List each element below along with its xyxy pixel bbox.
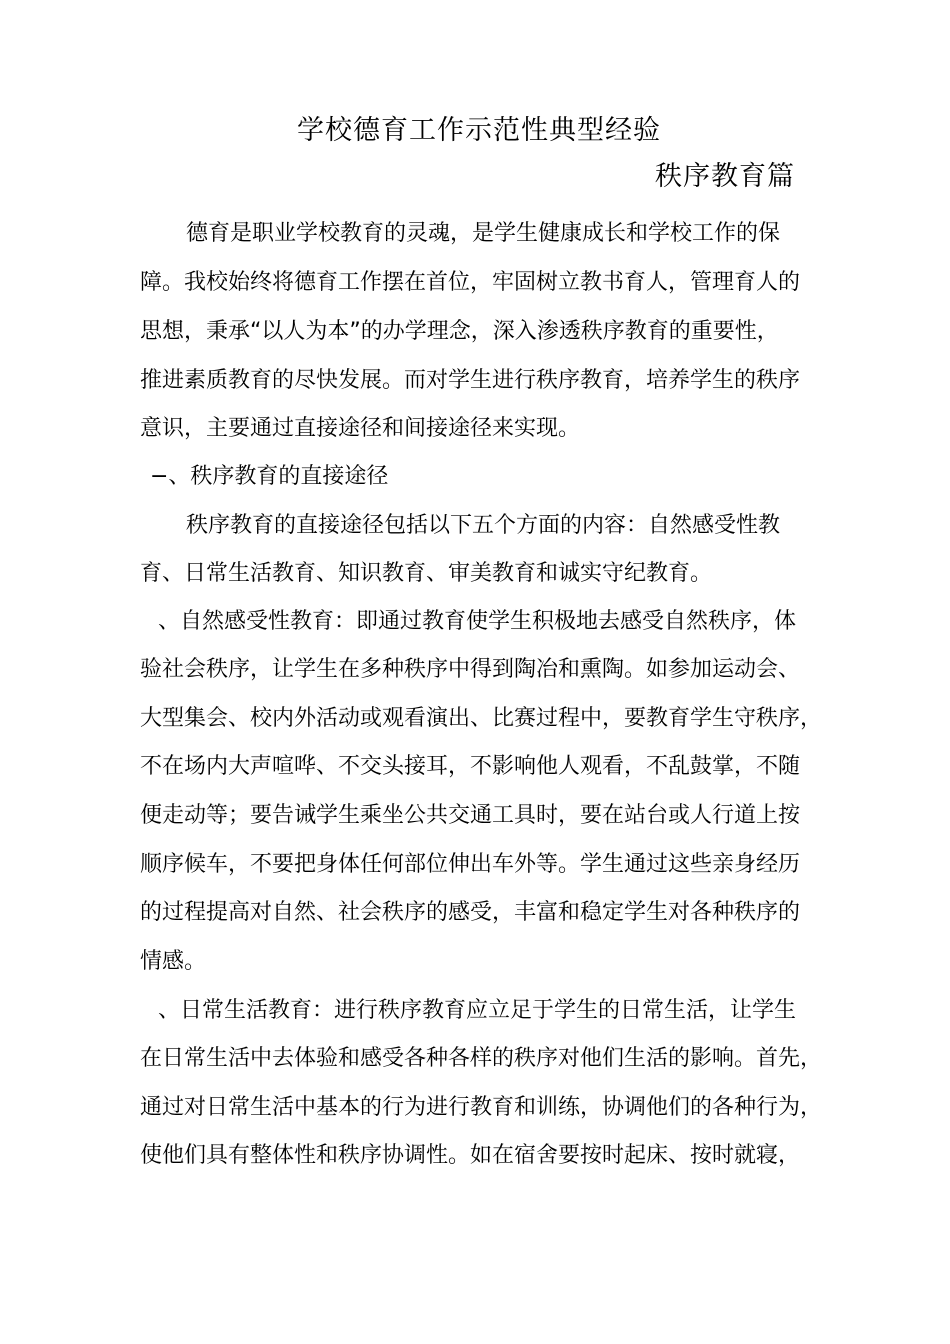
- paragraph-line: 思想，秉承“以人为本”的办学理念，深入渗透秩序教育的重要性，: [140, 319, 779, 344]
- paragraph-line: 推进素质教育的尽快发展。而对学生进行秩序教育，培养学生的秩序: [140, 368, 801, 393]
- paragraph-line: 秩序教育的直接途径包括以下五个方面的内容：自然感受性教: [186, 513, 781, 538]
- section-heading: −、秩序教育的直接途径: [150, 464, 389, 489]
- paragraph-line: 通过对日常生活中基本的行为进行教育和训练，协调他们的各种行为，: [140, 1095, 823, 1120]
- paragraph-line: 意识，主要通过直接途径和间接途径来实现。: [140, 416, 581, 441]
- paragraph-line: 使他们具有整体性和秩序协调性。如在宿舍要按时起床、按时就寝，: [140, 1143, 801, 1168]
- paragraph-line: 的过程提高对自然、社会秩序的感受，丰富和稳定学生对各种秩序的: [140, 900, 801, 925]
- paragraph-line: 情感。: [140, 949, 207, 974]
- paragraph-line: 顺序候车，不要把身体任何部位伸出车外等。学生通过这些亲身经历: [140, 852, 801, 877]
- paragraph-line: 验社会秩序，让学生在多种秩序中得到陶冶和熏陶。如参加运动会、: [140, 657, 801, 682]
- document-subtitle: 秩序教育篇: [655, 161, 795, 192]
- paragraph-line: 障。我校始终将德育工作摆在首位，牢固树立教书育人，管理育人的: [140, 270, 801, 295]
- paragraph-line: 、日常生活教育：进行秩序教育应立足于学生的日常生活，让学生: [158, 998, 797, 1023]
- paragraph-line: 在日常生活中去体验和感受各种各样的秩序对他们生活的影响。首先，: [140, 1046, 823, 1071]
- paragraph-line: 、自然感受性教育：即通过教育使学生积极地去感受自然秩序，体: [158, 609, 797, 634]
- paragraph-line: 便走动等；要告诫学生乘坐公共交通工具时，要在站台或人行道上按: [140, 803, 801, 828]
- paragraph-line: 大型集会、校内外活动或观看演出、比赛过程中，要教育学生守秩序，: [140, 706, 823, 731]
- paragraph-line: 育、日常生活教育、知识教育、审美教育和诚实守纪教育。: [140, 561, 713, 586]
- paragraph-line: 德育是职业学校教育的灵魂，是学生健康成长和学校工作的保: [186, 221, 781, 246]
- paragraph-line: 不在场内大声喧哗、不交头接耳，不影响他人观看，不乱鼓掌，不随: [140, 754, 801, 779]
- document-title: 学校德育工作示范性典型经验: [297, 115, 661, 146]
